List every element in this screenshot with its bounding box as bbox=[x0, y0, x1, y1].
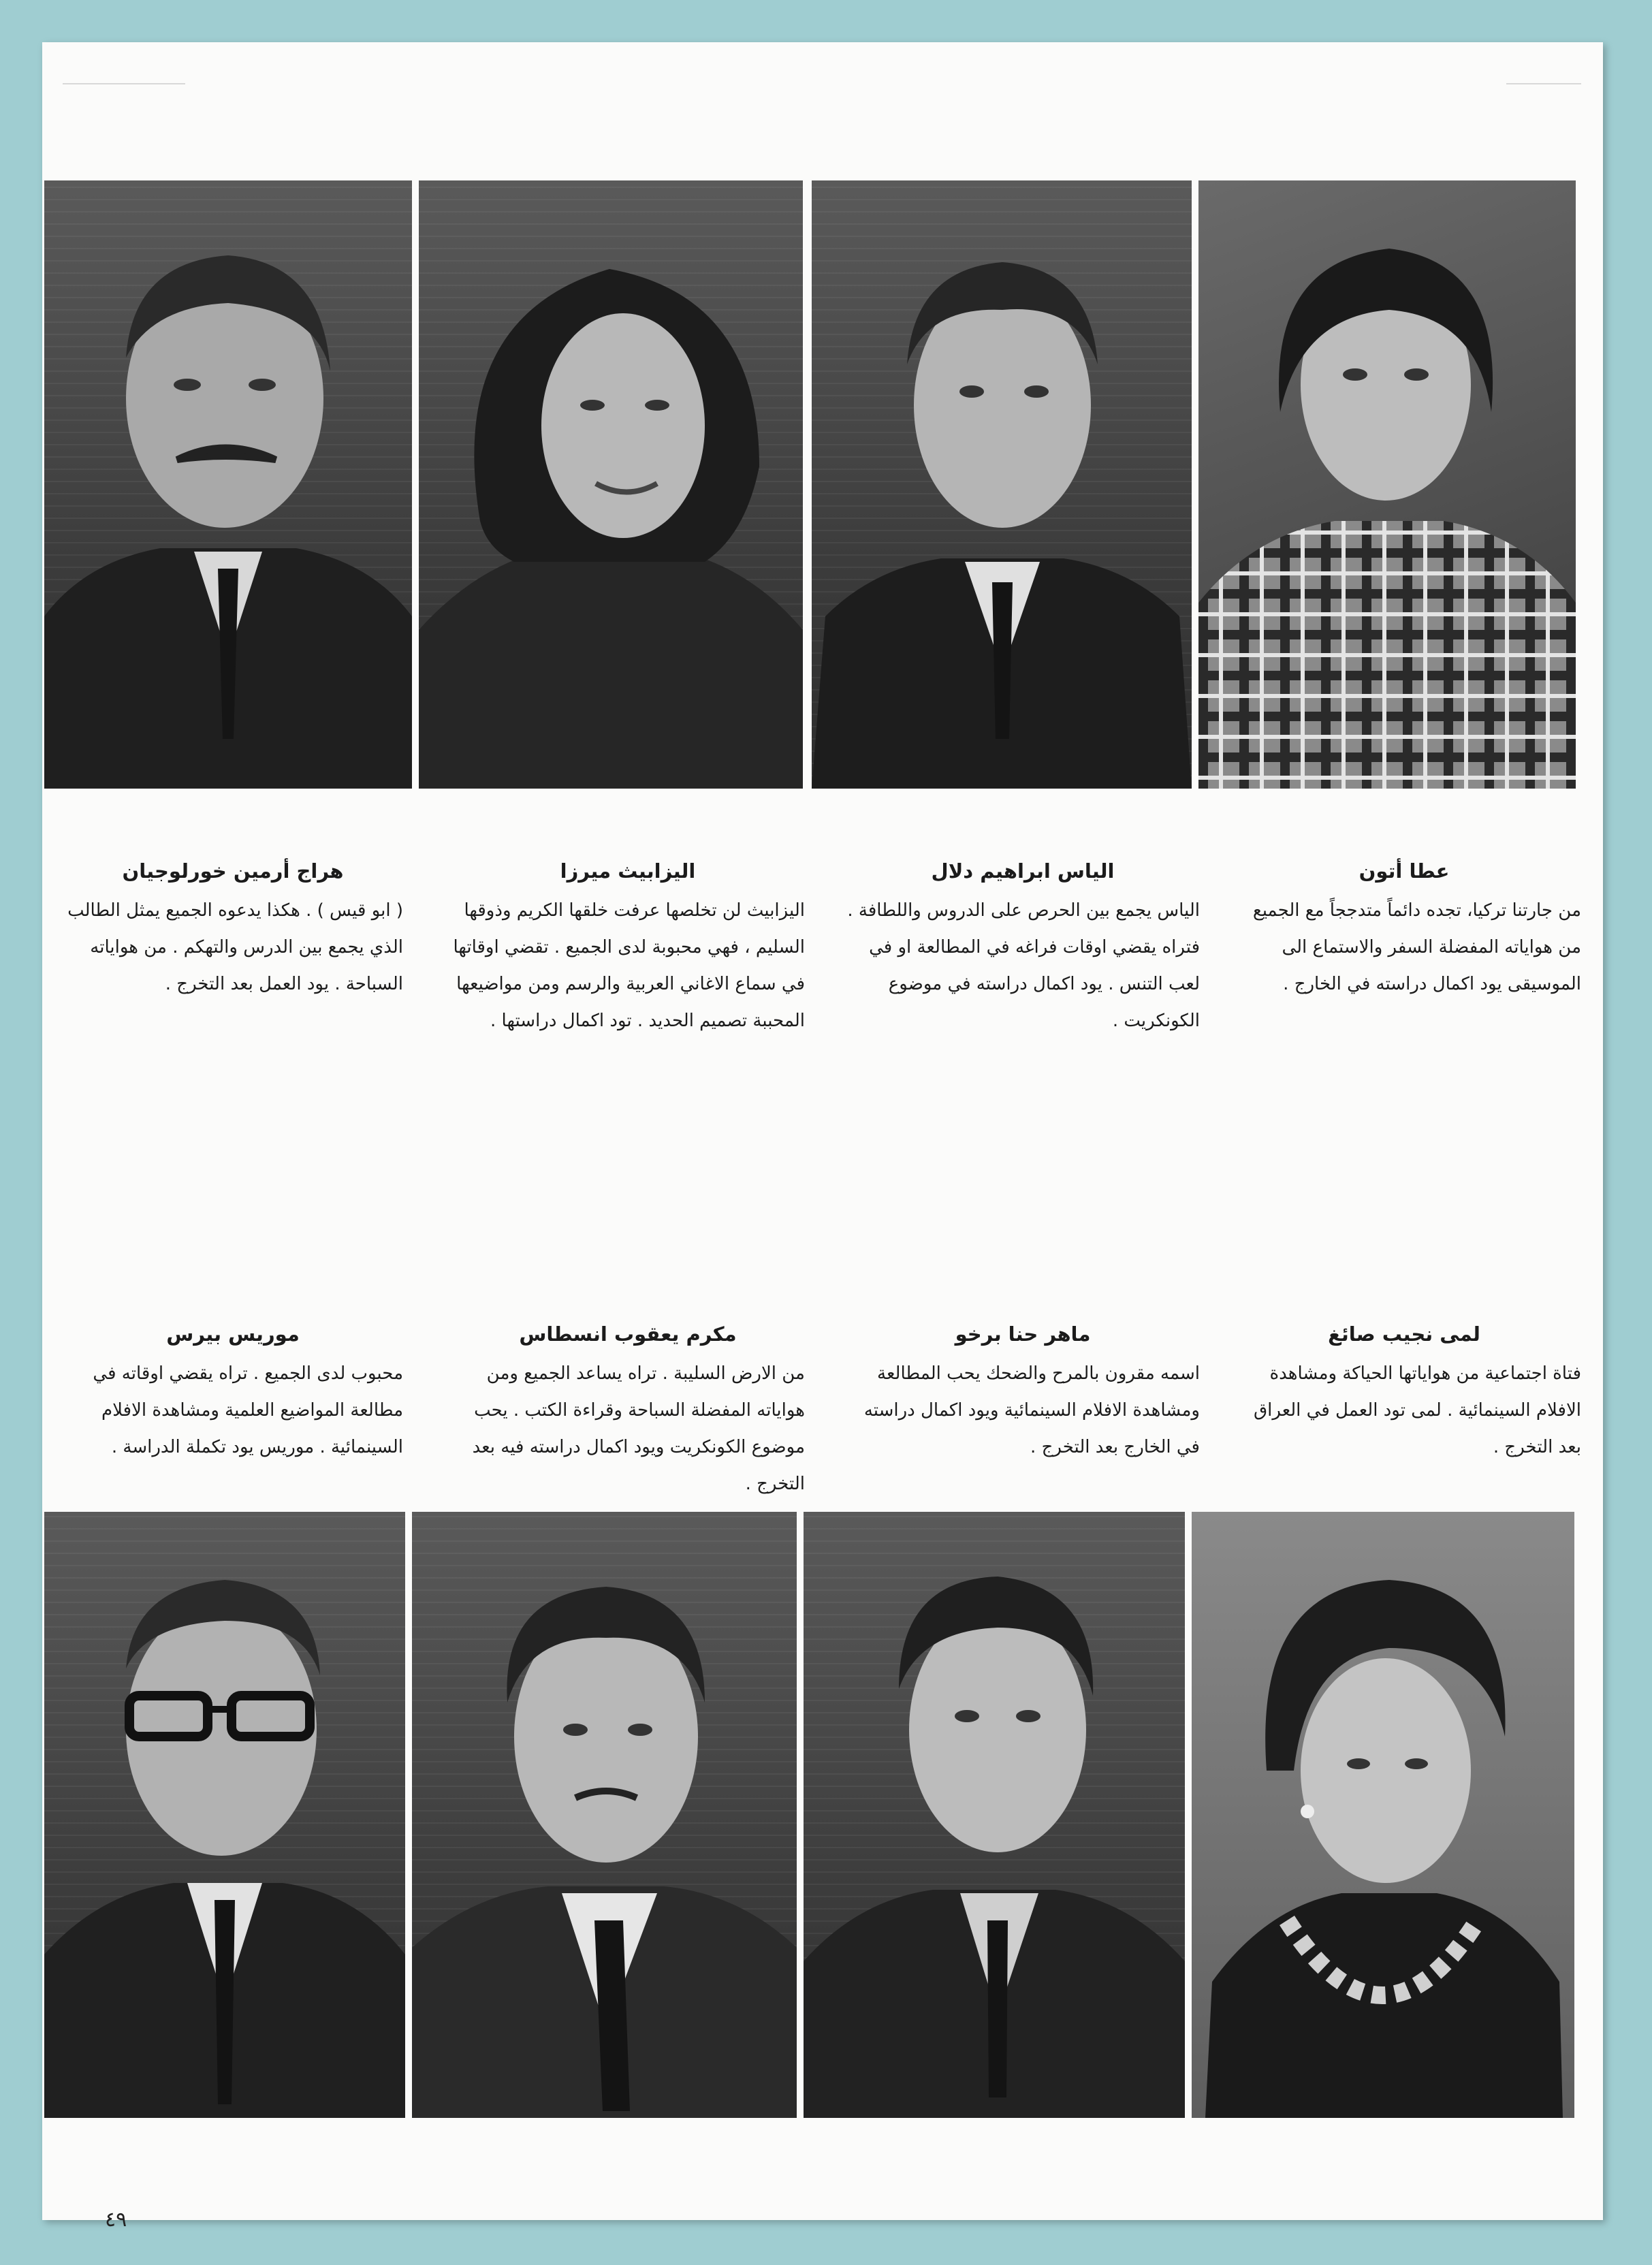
person-bio: من الارض السليبة . تراه يساعد الجميع ومن هواياته المفضلة السباحة وقراءة الكتب . يحب موضوع الكونكريت ويود اكمال دراسته فيه بعد التخرج . bbox=[472, 1363, 805, 1494]
person-name: ماهر حنا برخو bbox=[955, 1322, 1091, 1346]
bio-ata bbox=[1227, 859, 1581, 1002]
person-bio: من جارتنا تركيا، تجده دائماً متدججاً مع الجميع من هواياته المفضلة السفر والاستماع الى الموسيقى يود اكمال دراسته في الخارج . bbox=[1252, 900, 1581, 994]
person-name: موريس بيرس bbox=[166, 1322, 300, 1346]
bio-mukarram bbox=[451, 1322, 805, 1502]
portrait-photo-elizabeth bbox=[419, 180, 803, 789]
bio-luma bbox=[1227, 1322, 1581, 1466]
portrait-photo-hrach bbox=[44, 180, 412, 789]
portrait-photo-elias bbox=[812, 180, 1192, 789]
portrait-photo-luma bbox=[1192, 1512, 1574, 2118]
portrait-photo-maher bbox=[804, 1512, 1185, 2118]
page-number: ٤٩ bbox=[105, 2208, 127, 2232]
person-bio: اليزابيث لن تخلصها عرفت خلقها الكريم وذوقها السليم ، فهي محبوبة لدى الجميع . تقضي اوقاتها في سماع الاغاني العربية والرسم ومن مواضيعها المحببة تصميم الحديد . تود اكمال دراستها . bbox=[453, 900, 805, 1031]
bio-elizabeth bbox=[451, 859, 805, 1039]
bio-maher bbox=[846, 1322, 1200, 1466]
person-bio: اسمه مقرون بالمرح والضحك يحب المطالعة ومشاهدة الافلام السينمائية ويود اكمال دراسته في الخارج بعد التخرج . bbox=[863, 1363, 1200, 1457]
person-bio: فتاة اجتماعية من هواياتها الحياكة ومشاهدة الافلام السينمائية . لمى تود العمل في العراق بعد التخرج . bbox=[1253, 1363, 1581, 1457]
person-name: الياس ابراهيم دلال bbox=[931, 859, 1115, 883]
person-name: عطا أتون bbox=[1359, 859, 1450, 883]
person-bio: ( ابو قيس ) . هكذا يدعوه الجميع يمثل الطالب الذي يجمع بين الدرس والتهكم . من هواياته السباحة . يود العمل بعد التخرج . bbox=[67, 900, 403, 994]
person-bio: الياس يجمع بين الحرص على الدروس واللطافة . فتراه يقضي اوقات فراغه في المطالعة او في لعب التنس . يود اكمال دراسته في موضوع الكونكريت . bbox=[847, 900, 1200, 1031]
person-name: مكرم يعقوب انسطاس bbox=[519, 1322, 737, 1346]
portrait-photo-mukarram bbox=[412, 1512, 797, 2118]
bio-maurice bbox=[63, 1322, 403, 1466]
bio-elias bbox=[846, 859, 1200, 1039]
yearbook-page bbox=[42, 42, 1603, 2232]
person-name: لمى نجيب صائغ bbox=[1328, 1322, 1480, 1346]
portrait-photo-ata bbox=[1198, 180, 1576, 789]
top-rule-right bbox=[1506, 83, 1581, 84]
bio-hrach bbox=[63, 859, 403, 1002]
person-bio: محبوب لدى الجميع . تراه يقضي اوقاته في مطالعة المواضيع العلمية ومشاهدة الافلام السينمائية . موريس يود تكملة الدراسة . bbox=[93, 1363, 403, 1457]
person-name: اليزابيث ميرزا bbox=[560, 859, 696, 883]
person-name: هراج أرمين خورلوجيان bbox=[122, 859, 344, 883]
portrait-photo-maurice bbox=[44, 1512, 405, 2118]
top-rule-left bbox=[63, 83, 185, 84]
